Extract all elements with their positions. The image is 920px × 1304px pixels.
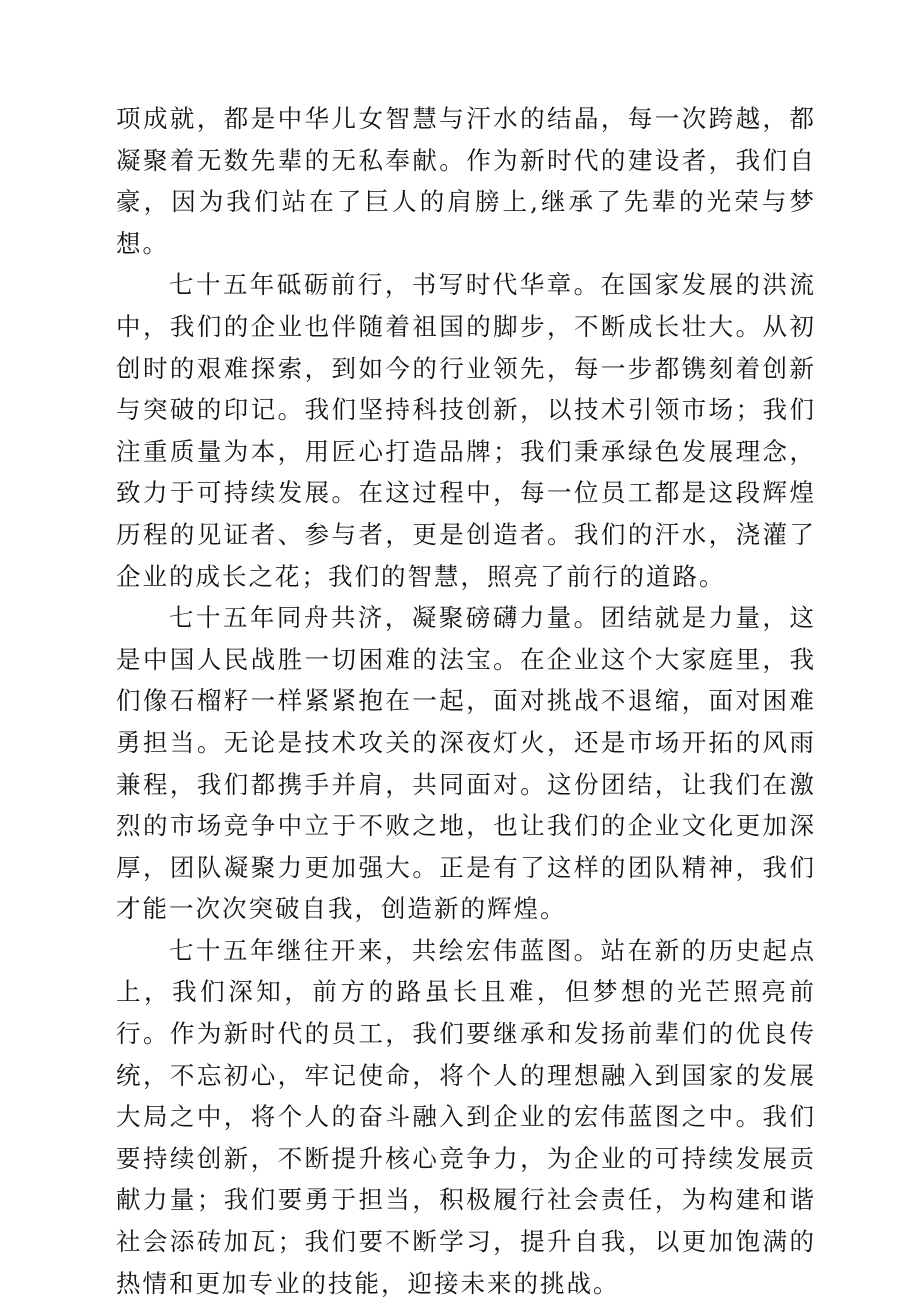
paragraph-future-blueprint: 七十五年继往开来，共绘宏伟蓝图。站在新的历史起点上，我们深知，前方的路虽长且难，但梦想的光芒照亮前行。作为新时代的员工，我们要继承和发扬前辈们的优良传统，不忘初心，牢记使命，将个人的理想融入到国家的发展大局之中，将个人的奋斗融入到企业的宏伟蓝图之中。我们要持续创新，不断提升核心竞争力，为企业的可持续发展贡献力量；我们要勇于担当，积极履行社会责任，为构建和谐社会添砖加瓦；我们要不断学习，提升自我，以更加饱满的热情和更加专业的技能，迎接未来的挑战。 <box>116 935 816 1298</box>
body-text <box>116 98 816 1304</box>
paragraph-unity: 七十五年同舟共济，凝聚磅礴力量。团结就是力量，这是中国人民战胜一切困难的法宝。在企业这个大家庭里，我们像石榴籽一样紧紧抱在一起，面对挑战不退缩，面对困难勇担当。无论是技术攻关的深夜灯火，还是市场开拓的风雨兼程，我们都携手并肩，共同面对。这份团结，让我们在激烈的市场竞争中立于不败之地，也让我们的企业文化更加深厚，团队凝聚力更加强大。正是有了这样的团队精神，我们才能一次次突破自我，创造新的辉煌。 <box>116 603 816 924</box>
paragraph-continuation: 项成就，都是中华儿女智慧与汗水的结晶，每一次跨越，都凝聚着无数先辈的无私奉献。作为新时代的建设者，我们自豪，因为我们站在了巨人的肩膀上,继承了先辈的光荣与梦想。 <box>116 104 816 258</box>
paragraph-forging-ahead: 七十五年砥砺前行，书写时代华章。在国家发展的洪流中，我们的企业也伴随着祖国的脚步，不断成长壮大。从初创时的艰难探索，到如今的行业领先，每一步都镌刻着创新与突破的印记。我们坚持科技创新，以技术引领市场；我们注重质量为本，用匠心打造品牌；我们秉承绿色发展理念，致力于可持续发展。在这过程中，每一位员工都是这段辉煌历程的见证者、参与者，更是创造者。我们的汗水，浇灌了企业的成长之花；我们的智慧，照亮了前行的道路。 <box>116 270 816 591</box>
